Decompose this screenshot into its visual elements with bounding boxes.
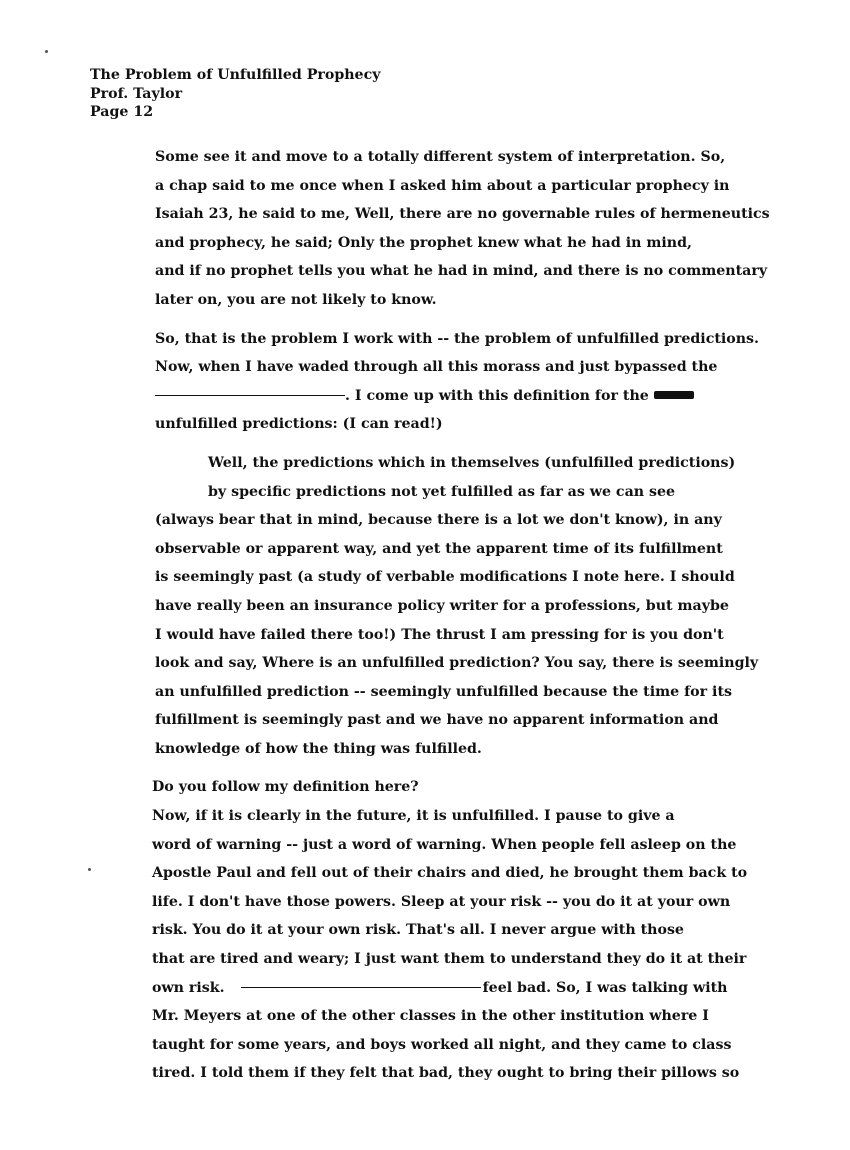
- text-line: Do you follow my definition here?: [152, 779, 419, 796]
- text-line: Mr. Meyers at one of the other classes in the other institution where I: [152, 1008, 709, 1025]
- text-line: [0, 382, 850, 411]
- text-line: So, that is the problem I work with -- the problem of unfulfilled predictions.: [155, 330, 759, 347]
- paragraph: [0, 325, 850, 439]
- text-line: a chap said to me once when I asked him about a particular prophecy in: [155, 177, 730, 194]
- text-line: an unfulfilled prediction -- seemingly unfulfilled because the time for its: [155, 683, 732, 700]
- text-line: knowledge of how the thing was fulfilled.: [155, 740, 482, 757]
- text-line: that are tired and weary; I just want them to understand they do it at their: [152, 951, 747, 968]
- line-text: . I come up with this definition for the: [345, 387, 654, 404]
- line-text: feel bad. So, I was talking with: [482, 979, 728, 996]
- blank-line: [241, 986, 481, 988]
- document-title: The Problem of Unfulfilled Prophecy: [90, 67, 381, 83]
- text-line: have really been an insurance policy writer for a professions, but maybe: [155, 597, 729, 614]
- text-line: [0, 974, 850, 1003]
- document-author: Prof. Taylor: [90, 85, 183, 102]
- text-line: and if no prophet tells you what he had in mind, and there is no commentary: [155, 263, 768, 280]
- paragraph: [0, 773, 850, 1088]
- text-line: Now, when I have waded through all this morass and just bypassed the: [155, 359, 718, 376]
- text-line: by specific predictions not yet fulfilled as far as we can see: [208, 483, 676, 500]
- text-line: look and say, Where is an unfulfilled prediction? You say, there is seemingly: [155, 655, 759, 672]
- text-line: Some see it and move to a totally different system of interpretation. So,: [155, 149, 726, 165]
- text-line: later on, you are not likely to know.: [155, 291, 437, 308]
- paragraph: [0, 449, 850, 764]
- text-line: (always bear that in mind, because there is a lot we don't know), in any: [155, 512, 722, 529]
- paragraph: [0, 143, 850, 315]
- text-line: risk. You do it at your own risk. That's all. I never argue with those: [152, 922, 684, 939]
- text-line: fulfillment is seemingly past and we have no apparent information and: [155, 712, 719, 729]
- line-text: own risk.: [152, 979, 225, 996]
- blank-line: [155, 394, 345, 396]
- text-line: Now, if it is clearly in the future, it is unfulfilled. I pause to give a: [152, 808, 675, 825]
- text-line: Isaiah 23, he said to me, Well, there are no governable rules of hermeneutics: [155, 206, 770, 223]
- document-body: [0, 143, 850, 1098]
- text-line: word of warning -- just a word of warning. When people fell asleep on the: [152, 836, 737, 853]
- document-header: [90, 66, 380, 122]
- redaction-mark: [654, 391, 694, 399]
- text-line: and prophecy, he said; Only the prophet knew what he had in mind,: [155, 234, 692, 251]
- text-line: I would have failed there too!) The thrust I am pressing for is you don't: [155, 626, 724, 643]
- text-line: Well, the predictions which in themselves (unfulfilled predictions): [208, 454, 736, 471]
- text-line: is seemingly past (a study of verbable modifications I note here. I should: [155, 569, 735, 586]
- text-line: Apostle Paul and fell out of their chairs and died, he brought them back to: [152, 865, 748, 882]
- scan-speck: [45, 50, 48, 53]
- page-number: Page 12: [90, 104, 154, 120]
- text-line: observable or apparent way, and yet the apparent time of its fulfillment: [155, 540, 723, 557]
- text-line: taught for some years, and boys worked all night, and they came to class: [152, 1036, 732, 1053]
- text-line: life. I don't have those powers. Sleep at your risk -- you do it at your own: [152, 893, 731, 910]
- text-line: tired. I told them if they felt that bad, they ought to bring their pillows so: [152, 1065, 740, 1082]
- text-line: unfulfilled predictions: (I can read!): [155, 416, 443, 433]
